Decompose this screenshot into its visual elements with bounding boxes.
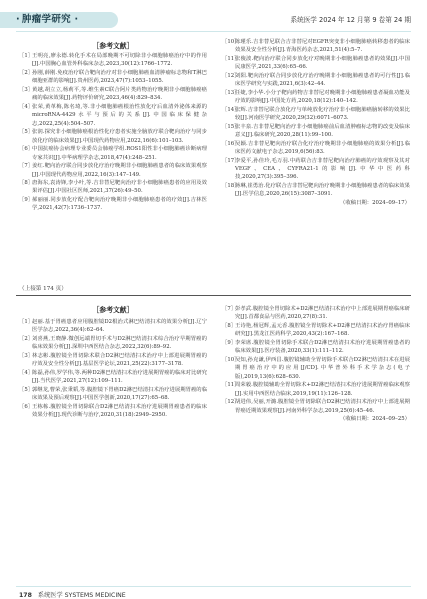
received-date: （收稿日期：2024–09–25） [340,416,410,423]
reference-item [19,162,207,179]
reference-text: 王栋栋.腹腔镜全胃切除联合D2淋巴结清扫术治疗进展期胃癌患者的临床效果分析[J].现代诊断与治疗,2020,31(18):2949–2950. [32,403,207,419]
bullet-icon-trailing: · [70,14,79,25]
reference-number: ［8］ [222,322,237,329]
reference-item [222,72,410,89]
section-title [16,12,78,28]
reference-item [19,103,207,128]
reference-text: 蒋琳,崔勇治.化疗联合吉非替尼靶向治疗晚期非小细胞肺癌患者的临床效果[J].医学信息,2020,26(15):3087–3091. [235,183,410,198]
page-number: 178 [19,592,32,599]
references-title-top: ［参考文献］ [92,42,134,50]
reference-text: 赵丽.基于胃癌患者应用腹腔镜D2根治式淋巴结清扫术的效果分析[J].辽宁医学杂志,2022,36(4):62–64. [32,319,207,334]
references-title-bottom: ［参考文献］ [92,306,134,314]
reference-number: ［12］ [222,399,240,406]
reference-item [222,182,410,199]
reference-text: 张辉.吉非替尼联合放化疗与单纯放化疗治疗非小细胞肺癌脑转移的效果比较[J].河南医学研究,2020,29(32):6071–6073. [235,106,410,122]
reference-number: ［17］ [222,157,240,164]
reference-number: ［6］ [19,403,34,410]
journal-name: 系统医学 SYSTEMS MEDICINE [37,592,126,599]
reference-item [19,179,207,196]
reference-item [19,86,207,103]
reference-item [222,106,410,123]
reference-text: 胡进伟,吴丽,开潞.腹腔镜全胃切除联合D2淋巴结清扫术治疗中上部进展期胃癌近期效果观察[J].河南外科学杂志,2019,25(6):45–46. [235,399,410,414]
reference-text: 唐海东,袁涛锋,李小叶,等.吉非替尼靶向治疗非小细胞肺癌患者的应用及效果评估[J].中国社区医师,2021,37(26):49–50. [32,180,207,195]
reference-item [19,69,207,86]
reference-text: 彭孝武.腹腔镜全胃切除术+D2淋巴结清扫术治疗中上部进展期胃癌临床研究[J].首都食品与医药,2020,27(8):31. [235,306,410,321]
reference-item [222,55,410,72]
reference-text: 王明亮,廖永德.转化手术在局部晚期不可切除非小细胞肺癌治疗中的作用[J].中国胸心血管外科临床杂志,2023,30(12):1766–1772. [32,53,207,68]
reference-text: 李荣席.腹腔镜全胃切除手术联合D2淋巴结清扫术治疗进展期胃癌患者的临床效果[J].医疗装备,2020,33(1):111–112. [235,339,410,355]
reference-number: ［3］ [19,352,34,359]
reference-number: ［13］ [222,89,240,96]
reference-number: ［3］ [19,86,34,93]
reference-number: ［10］ [222,39,240,45]
reference-text: 郝丽丽.同步放化疗配合靶向治疗晚期非小细胞肺癌患者的疗效[J].吉林医学,2021,42(7):1736–1737. [32,197,207,212]
reference-number: ［16］ [222,140,240,147]
reference-number: ［8］ [19,180,34,187]
reference-text: 郭继龙,曹荣,张秉韬,等.腹腔镜下胃癌D2淋巴结清扫术治疗进展期胃癌的临床效果及预后观察[J].中国医学创新,2020,17(27):65–68. [32,386,207,402]
reference-item [222,398,410,415]
page-footer [19,590,126,599]
reference-number: ［12］ [222,72,240,79]
reference-item [19,403,207,420]
bullet-icon: · [16,14,20,25]
reference-number: ［7］ [19,163,34,170]
reference-text: 王诗艳,杨冠辉,孟元香.腹腔镜全胃切除术+D2淋巴结清扫术治疗胃癌临床研究[J].黑龙江医药科学,2020,43(2):167–168. [235,322,410,338]
received-date: （收稿日期：2024–09–17） [340,200,410,207]
reference-text: 张俊波.靶向治疗联合同步放化疗对晚期非小细胞肺癌患者的效果[J].中国民康医学,2021,33(6):65–66. [235,55,410,71]
reference-item [222,356,410,381]
reference-number: ［15］ [222,123,240,130]
reference-list-bottom-left [19,318,207,420]
reference-item [19,52,207,69]
reference-number: ［1］ [19,53,34,59]
reference-text: 刘阳.靶向治疗联合同步放化疗治疗晚期非小细胞肺癌患者的可行性[J].临床医学研究与实践,2021,6(3):42–44. [235,72,410,88]
reference-text: 陈瑾乐.吉非替尼联合吉非替尼对EGFR突变非小细胞肺癌转移患者的临床效果及安全性分析[J].青海医药杂志,2021,51(4):5–7. [235,39,410,54]
running-header [0,0,427,34]
reference-number: ［2］ [19,69,34,76]
reference-number: ［4］ [19,103,34,110]
reference-text: 孙刚,薛刚.免疫治疗联合靶向治疗对非小细胞肺癌血清肿瘤标志物和T淋巴细胞亚群的影响[J].贵州医药,2023,47(7):1053–1055. [32,69,207,85]
reference-item [19,335,207,352]
reference-item [19,352,207,369]
reference-text: 李爱平,孙佳玲,毛万羽.中药联合吉非替尼靶向治疗肺癌的疗效观察及其对VEGF、CEA、CYFRA21-1的影响[J].中华中医药科技,2020,27(3):395–396. [235,157,410,181]
reference-item [222,305,410,322]
reference-item [19,386,207,403]
reference-text: 中国抗癌协会病理专业委员会肺癌学组.ROS1阳性非小细胞肺癌诊断病理专家共识[J].中华病理学杂志,2018,47(4):248–251. [32,146,207,161]
reference-number: ［14］ [222,106,240,113]
reference-item [222,157,410,182]
reference-list-bottom-right [222,305,410,424]
reference-number: ［1］ [19,319,34,325]
reference-number: ［18］ [222,183,240,190]
reference-number: ［9］ [19,197,34,204]
reference-number: ［10］ [222,356,240,363]
reference-number: ［9］ [222,339,237,346]
reference-text: 张荣,黄革梅,陈名琦,等.非小细胞肺癌根治性放化疗后血清外泌体来源的microRNA-4429水平与预后的关系[J].中国临床保健杂志,2022,25(4):504–507. [32,103,207,127]
reference-text: 林志彬.腹腔镜全胃切除术联合D2淋巴结清扫术治疗中上部进展期胃癌的疗效及安全性分析[J].基层医学论坛,2021,25(22):3177–3178. [32,352,207,368]
reference-item [19,369,207,386]
reference-number: ［11］ [222,55,240,62]
reference-item [222,339,410,356]
reference-item [222,89,410,106]
reference-list-top-left [19,52,207,213]
reference-item [222,123,410,140]
reference-text: 吴颖.吉非替尼靶向治疗联合化疗治疗晚期非小细胞肺癌的效果分析[J].临床医药文献电子杂志,2019,6(56):83. [235,140,410,156]
reference-item [19,145,207,162]
reference-text: 任婕,李小华.小分子靶向药物吉非替尼对晚期非小细胞肺癌患者凝血功能及疗效的影响[J].中国处方药,2020,18(12):140–142. [235,89,410,105]
reference-number: ［11］ [222,382,240,389]
reference-item [222,38,410,55]
header-rule [16,31,411,32]
reference-text: 陈磊,孙伟,罗学伟,等.两种D2淋巴结清扫术治疗进展期胃癌的临床对比研究[J].当代医学,2021,27(12):109–111. [32,369,207,385]
reference-number: ［7］ [222,306,237,312]
reference-text: 周荣毅.腹腔镜辅助全胃切除术+D2淋巴结清扫术治疗进展期胃癌临床观察[J].实用中西医结合临床,2019,19(11):126–128. [235,382,410,397]
reference-text: 黄越,胡立立,杨莉平,等.维生素C联合阿片类药物治疗晚期非小细胞肺癌癌痛的临床效果[J].药物评价研究,2023,46(4):829–834. [32,86,207,102]
reference-number: ［5］ [19,386,34,393]
reference-item [19,318,207,335]
reference-item [19,196,207,213]
reference-text: 吴知,孙克谦,伊西昌.腹腔镜辅助全胃切除手术联合D2淋巴结清扫术在进展期胃癌治疗中的应用[J/CD].中华普外科手术学杂志(电子版),2019,13(6):628–630. [235,356,410,380]
footer-rule [16,586,411,587]
reference-number: ［5］ [19,129,34,136]
reference-item [222,322,410,339]
reference-number: ［6］ [19,146,34,153]
article-divider [16,295,411,296]
section-title-text: 肿瘤学研究 [21,14,71,25]
reference-item [222,140,410,157]
reference-number: ［2］ [19,335,34,342]
journal-issue: 系统医学 2024 年 12 月第 9 卷第 24 期 [290,16,411,24]
reference-number: ［4］ [19,369,34,376]
reference-text: 张丰泉.吉非替尼靶向治疗非小细胞肺癌前后血清肿瘤标志物的改变及临床意义[J].临床研究,2020,28(11):99–100. [235,123,410,139]
reference-text: 姜红.靶向治疗联合同步放化疗治疗晚期非小细胞肺癌患者的临床效果观察[J].中国现代药物应用,2022,16(3):147–149. [32,163,207,178]
reference-item [19,128,207,145]
reference-list-top-right [222,38,410,208]
reference-item [222,381,410,398]
continued-from-note: （上接第 174 页） [19,286,67,292]
reference-text: 张润.探究非小细胞肺癌根治性化疗患者实施全脑放疗联合靶向治疗与同步放化疗的临床效果[J].中国现代药物应用,2022,16(6):101–103. [32,129,207,144]
reference-text: 刘喜燕,王晓静.微创远端胃切手术与D2淋巴结清扫术综合治疗早期胃癌的临床效果分析[J].深圳中西医结合杂志,2022,32(6):89–92. [32,335,207,351]
